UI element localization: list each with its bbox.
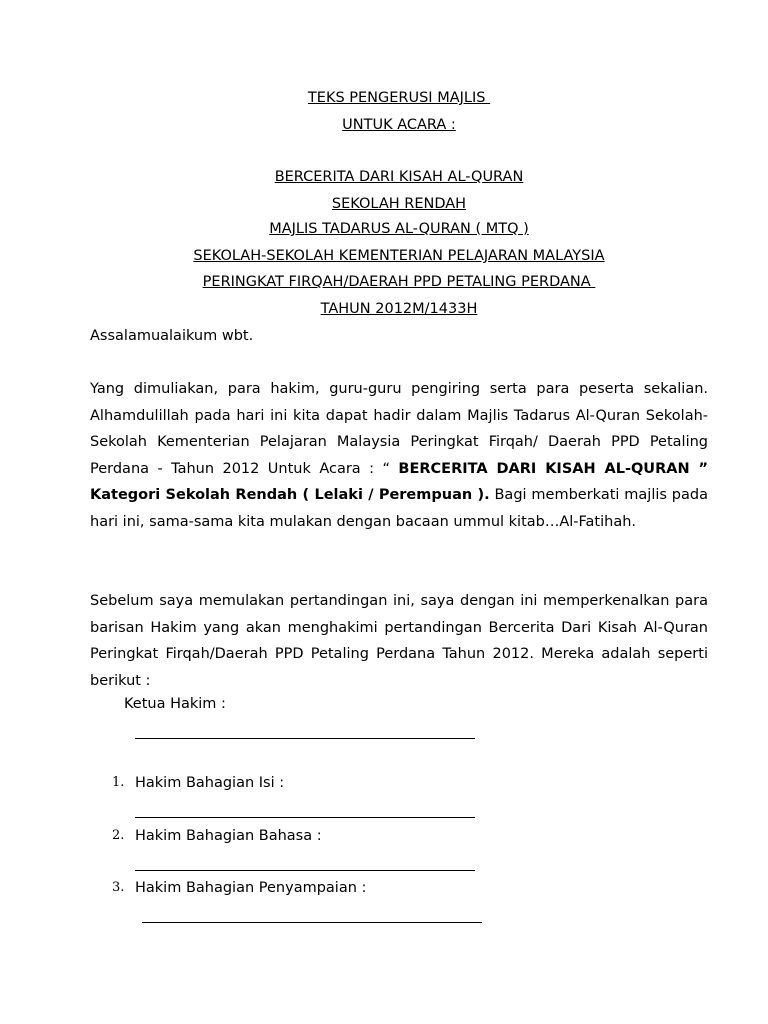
greeting: Assalamualaikum wbt. (90, 328, 254, 344)
judge-3-number: 3. (112, 880, 125, 895)
judge-2-blank-line (135, 870, 475, 871)
judge-2-number: 2. (112, 828, 125, 843)
title-line-7: PERINGKAT FIRQAH/DAERAH PPD PETALING PERDANA (202, 274, 596, 290)
title-line-3: BERCERITA DARI KISAH AL-QURAN (274, 169, 524, 185)
judge-3-label: Hakim Bahagian Penyampaian : (135, 880, 367, 896)
judge-1-blank-line (135, 817, 475, 818)
judge-2-label: Hakim Bahagian Bahasa : (135, 828, 322, 844)
head-judge-blank-line (135, 738, 475, 739)
title-line-4: SEKOLAH RENDAH (331, 196, 467, 212)
opening-paragraph-text-b: Bagi memberkati majlis pada hari ini, sama-sama kita mulakan dengan bacaan ummul kitab…Al-Fatihah. (90, 487, 708, 530)
title-line-1: TEKS PENGERUSI MAJLIS (307, 90, 491, 106)
opening-paragraph (90, 376, 708, 535)
head-judge-label: Ketua Hakim : (124, 696, 226, 712)
event-title-bold: BERCERITA DARI KISAH AL-QURAN ” Kategori Sekolah Rendah ( Lelaki / Perempuan ). (90, 460, 709, 503)
opening-paragraph-text-a: Yang dimuliakan, para hakim, guru-guru pengiring serta para peserta sekalian. Alhamdulillah pada hari ini kita dapat hadir dalam Majlis Tadarus Al-Quran Sekolah-Sekolah Kementerian Pelajaran Malaysia Peringkat Firqah/ Daerah PPD Petaling Perdana - Tahun 2012 Untuk Acara : “ (90, 381, 708, 477)
title-line-2: UNTUK ACARA : (342, 117, 456, 133)
judges-intro-paragraph: Sebelum saya memulakan pertandingan ini, saya dengan ini memperkenalkan para barisan Hakim yang akan menghakimi pertandingan Bercerita Dari Kisah Al-Quran Peringkat Firqah/Daerah PPD Petaling Perdana Tahun 2012. Mereka adalah seperti berikut : (90, 593, 708, 689)
judge-1-number: 1. (112, 775, 125, 790)
title-line-5: MAJLIS TADARUS AL-QURAN ( MTQ ) (269, 221, 529, 237)
title-line-6: SEKOLAH-SEKOLAH KEMENTERIAN PELAJARAN MALAYSIA (193, 248, 605, 264)
title-line-8: TAHUN 2012M/1433H (320, 301, 478, 317)
judge-3-blank-line (142, 922, 482, 923)
judge-1-label: Hakim Bahagian Isi : (135, 775, 285, 791)
